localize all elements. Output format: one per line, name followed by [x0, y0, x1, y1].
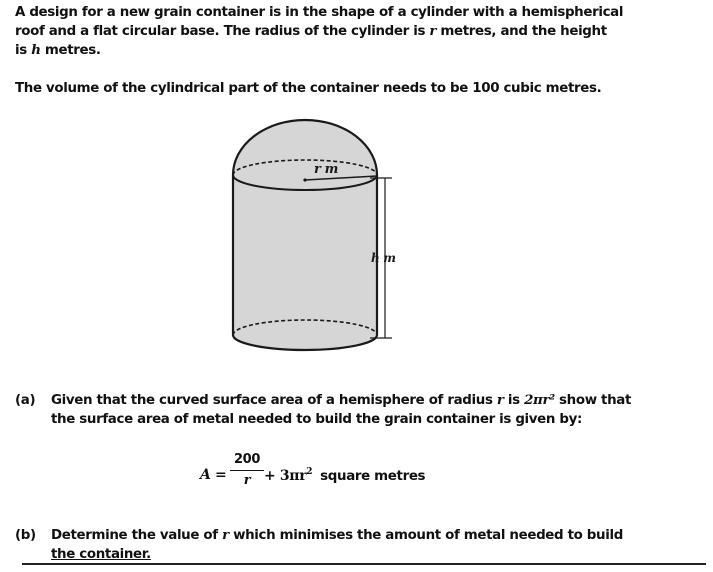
part-a-label: (a): [15, 393, 36, 408]
intro-line-3-end: metres.: [40, 43, 101, 58]
part-a-line2: the surface area of metal needed to build the grain container is given by:: [51, 412, 583, 427]
formula-fraction: [230, 452, 264, 488]
volume-bold-word: cylindrical: [150, 81, 225, 96]
formula-rhs: [264, 467, 425, 484]
intro-line-3-start: is: [15, 43, 32, 58]
variable-h: h: [31, 42, 41, 58]
part-b-text: [51, 526, 705, 564]
part-b: [15, 526, 705, 564]
intro-line-2: roof and a flat circular base. The radius of the cylinder is: [15, 24, 430, 39]
part-b-line1-start: Determine the value of: [51, 528, 223, 543]
intro-line-1: A design for a new grain container is in the shape of a cylinder with a hemispherical: [15, 5, 624, 20]
container-body-fill: [233, 120, 377, 350]
formula-exponent: 2: [306, 467, 313, 477]
part-b-label: (b): [15, 528, 36, 543]
part-b-line1-end: which minimises the amount of metal needed to build: [228, 528, 623, 543]
formula-lhs: A =: [200, 467, 227, 483]
volume-start: The volume of the: [15, 81, 151, 96]
formula-rhs-term: + 3πr: [264, 468, 307, 484]
intro-paragraph: [15, 3, 705, 60]
grain-container-diagram: [220, 110, 420, 380]
hemisphere-area-expression: 2πr²: [524, 392, 555, 408]
part-a-text: [51, 391, 705, 429]
intro-line-2-end: metres, and the height: [436, 24, 607, 39]
part-a-variable-r: r: [496, 392, 504, 408]
radius-label: r m: [314, 162, 339, 177]
part-a-line1-start: Given that the curved surface area of a hemisphere of radius: [51, 393, 497, 408]
formula-units: square metres: [320, 469, 426, 484]
bottom-divider: [22, 563, 706, 565]
surface-area-formula: [200, 452, 500, 502]
fraction-denominator: r: [243, 473, 251, 488]
centre-dot: [303, 178, 306, 181]
volume-end: part of the container needs to be 100 cubic metres.: [224, 81, 602, 96]
part-a: [15, 391, 705, 429]
part-b-variable-r: r: [222, 527, 229, 543]
fraction-numerator: 200: [233, 452, 261, 467]
fraction-bar: [230, 470, 264, 471]
part-b-line2: the container.: [51, 547, 151, 562]
volume-statement: [15, 79, 705, 98]
part-a-line1-end: show that: [554, 393, 632, 408]
height-label: h m: [371, 251, 396, 265]
part-a-line1-mid: is: [503, 393, 525, 408]
variable-r: r: [429, 23, 437, 39]
